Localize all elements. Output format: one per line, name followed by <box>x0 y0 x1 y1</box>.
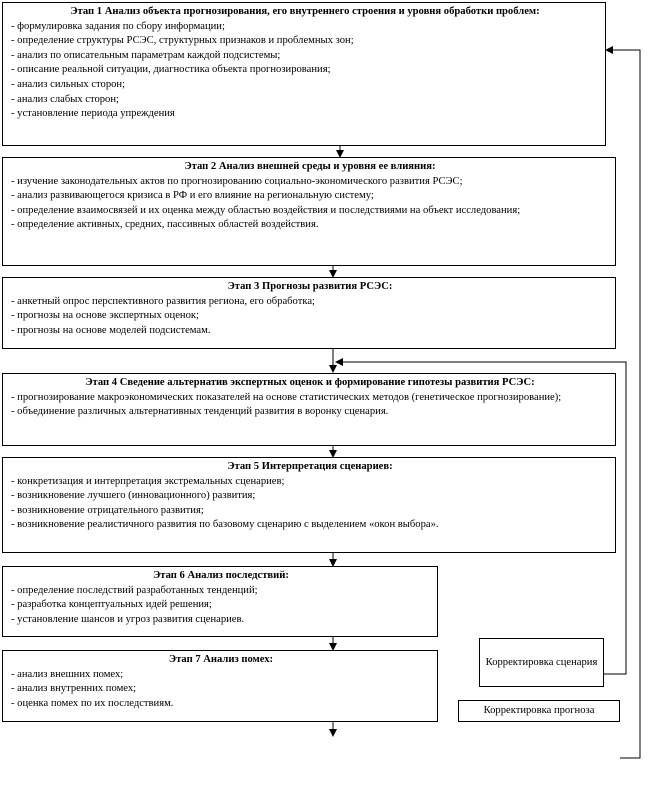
stage-4-title: Этап 4 Сведение альтернатив экспертных оценок и формирование гипотезы развития РСЭС: <box>85 377 535 388</box>
stage-5-box <box>2 457 616 553</box>
stage-5-item: - конкретизация и интерпретация экстремальных сценариев; <box>11 475 285 487</box>
stage-7-item: - анализ внешних помех; <box>11 668 124 680</box>
stage-7-title: Этап 7 Анализ помех: <box>168 654 274 665</box>
forecast-correction-box <box>458 700 620 722</box>
stage-1-box <box>2 2 606 146</box>
stage-1-item: - определение структуры РСЭС, структурных признаков и проблемных зон; <box>11 35 354 47</box>
forecast-correction-label: Корректировка прогноза <box>483 705 595 716</box>
stage-3-item: - прогнозы на основе экспертных оценок; <box>11 310 199 322</box>
stage-3-title: Этап 3 Прогнозы развития РСЭС: <box>227 281 393 292</box>
stage-1-title: Этап 1 Анализ объекта прогнозирования, его внутреннего строения и уровня обработки проблем: <box>70 6 540 17</box>
stage-1-item: - установление периода упреждения <box>11 108 175 120</box>
stage-1-item: - анализ слабых сторон; <box>11 93 119 105</box>
stage-1-item: - анализ по описательным параметрам каждой подсистемы; <box>11 49 281 61</box>
stage-5-title: Этап 5 Интерпретация сценариев: <box>227 461 393 472</box>
stage-1-item: - описание реальной ситуации, диагностика объекта прогнозирования; <box>11 64 331 76</box>
stage-6-item: - определение последствий разработанных тенденций; <box>11 584 258 596</box>
stage-2-item: - изучение законодательных актов по прогнозированию социально-экономического развития РСЭС; <box>11 175 463 187</box>
stage-2-title: Этап 2 Анализ внешней среды и уровня ее влияния: <box>184 161 436 172</box>
stage-3-item: - прогнозы на основе моделей подсистемам. <box>11 324 211 336</box>
stage-5-item: - возникновение реалистичного развития по базовому сценарию с выделением «окон выбора». <box>11 519 439 531</box>
stage-6-box <box>2 566 438 637</box>
stage-7-item: - оценка помех по их последствиям. <box>11 697 174 709</box>
stage-2-box <box>2 157 616 266</box>
stage-6-title: Этап 6 Анализ последствий: <box>153 570 289 581</box>
stage-1-item: - формулировка задания по сбору информации; <box>11 20 225 32</box>
scenario-correction-label: Корректировка сценария <box>485 656 598 668</box>
stage-6-item: - разработка концептуальных идей решения; <box>11 599 212 611</box>
stage-4-item: - объединение различных альтернативных тенденций развития в воронку сценария. <box>11 406 389 418</box>
stage-5-item: - возникновение отрицательного развития; <box>11 504 204 516</box>
stage-2-item: - определение активных, средних, пассивных областей воздействия. <box>11 219 319 231</box>
stage-1-item: - анализ сильных сторон; <box>11 78 126 90</box>
stage-2-item: - анализ развивающегося кризиса в РФ и его влияние на региональную систему; <box>11 190 374 202</box>
stage-3-box <box>2 277 616 349</box>
stage-6-item: - установление шансов и угроз развития сценариев. <box>11 613 245 625</box>
scenario-correction-box <box>479 638 604 687</box>
stage-5-item: - возникновение лучшего (инновационного) развития; <box>11 490 256 502</box>
stage-4-item: - прогнозирование макроэкономических показателей на основе статистических методов (генетическое прогнозирование); <box>11 391 562 403</box>
stage-3-item: - анкетный опрос перспективного развития региона, его обработка; <box>11 295 315 307</box>
stage-4-box <box>2 373 616 446</box>
stage-2-item: - определение взаимосвязей и их оценка между областью воздействия и последствиями на объект исследования; <box>11 204 521 216</box>
stage-7-item: - анализ внутренних помех; <box>11 683 137 695</box>
stage-7-box <box>2 650 438 722</box>
